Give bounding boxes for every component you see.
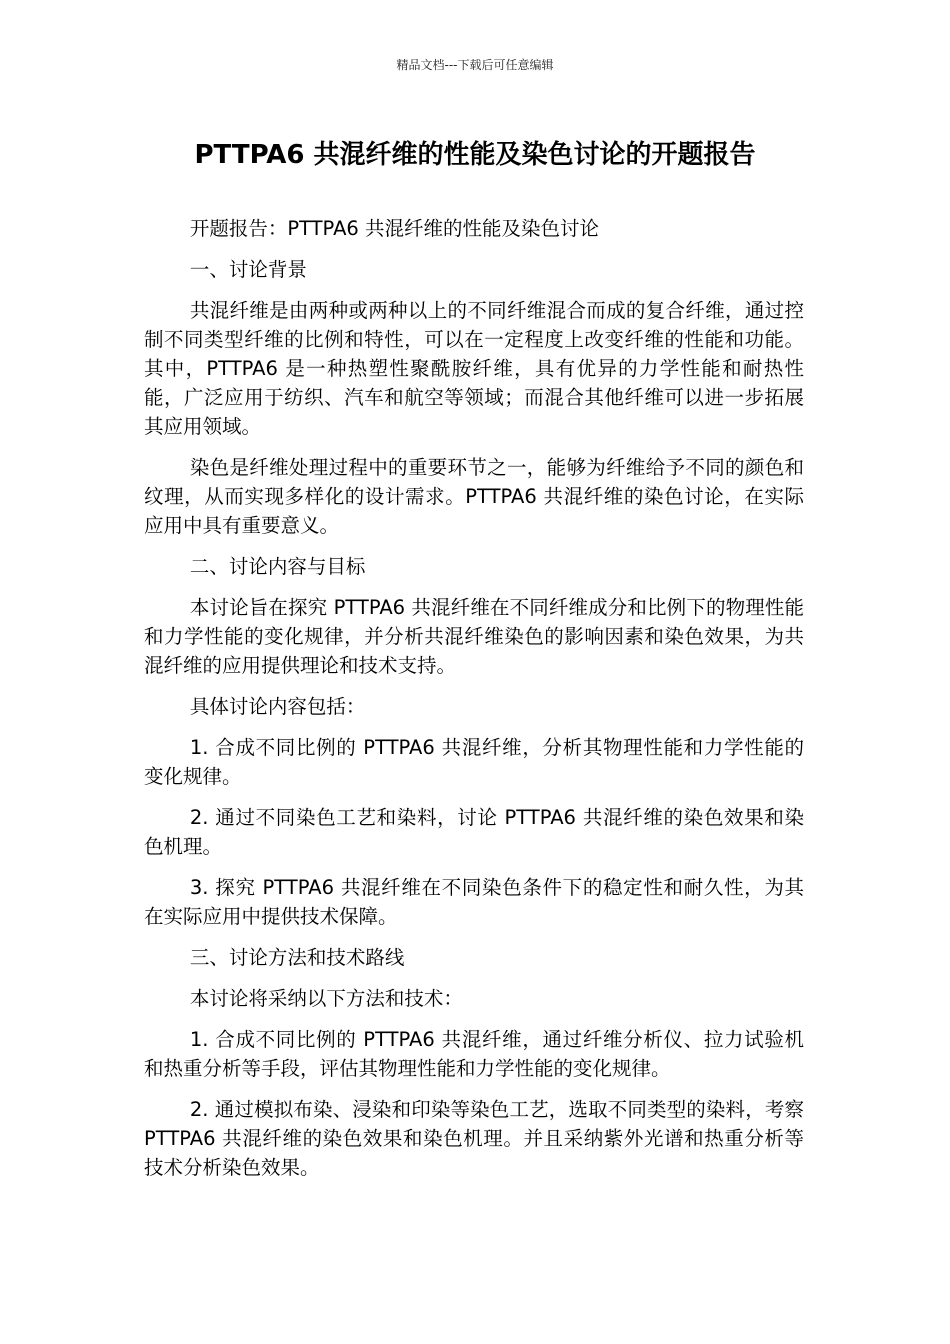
list-item-method-2: 2. 通过模拟布染、浸染和印染等染色工艺，选取不同类型的染料，考察 PTTPA6 共混纤维的染色效果和染色机理。并且采纳紫外光谱和热重分析等技术分析染色效果。: [144, 1098, 804, 1179]
paragraph-methods-intro: 本讨论将采纳以下方法和技术：: [189, 987, 463, 1010]
document-body: [144, 214, 804, 1194]
paragraph-content-goal: 本讨论旨在探究 PTTPA6 共混纤维在不同纤维成分和比例下的物理性能和力学性能的变化规律，并分析共混纤维染色的影响因素和染色效果，为共混纤维的应用提供理论和技术支持。: [144, 596, 804, 677]
paragraph-subtitle: 开题报告：PTTPA6 共混纤维的性能及染色讨论: [189, 217, 600, 240]
list-item-content-1: 1. 合成不同比例的 PTTPA6 共混纤维，分析其物理性能和力学性能的变化规律。: [144, 736, 804, 788]
list-item-content-2: 2. 通过不同染色工艺和染料，讨论 PTTPA6 共混纤维的染色效果和染色机理。: [144, 806, 804, 858]
list-item-method-1: 1. 合成不同比例的 PTTPA6 共混纤维，通过纤维分析仪、拉力试验机和热重分析等手段，评估其物理性能和力学性能的变化规律。: [144, 1028, 804, 1080]
page-header: 精品文档---下载后可任意编辑: [396, 58, 554, 72]
document-title: PTTPA6 共混纤维的性能及染色讨论的开题报告: [194, 140, 756, 170]
paragraph-background-2: 染色是纤维处理过程中的重要环节之一，能够为纤维给予不同的颜色和纹理，从而实现多样化的设计需求。PTTPA6 共混纤维的染色讨论，在实际应用中具有重要意义。: [144, 456, 804, 537]
paragraph-background-1: 共混纤维是由两种或两种以上的不同纤维混合而成的复合纤维，通过控制不同类型纤维的比例和特性，可以在一定程度上改变纤维的性能和功能。其中，PTTPA6 是一种热塑性聚酰胺纤维，具有优异的力学性能和耐热性能，广泛应用于纺织、汽车和航空等领域；而混合其他纤维可以进一步拓展其应用领域。: [144, 299, 804, 438]
paragraph-content-intro: 具体讨论内容包括：: [189, 695, 366, 718]
section-heading-content: 二、讨论内容与目标: [189, 555, 366, 578]
list-item-content-3: 3. 探究 PTTPA6 共混纤维在不同染色条件下的稳定性和耐久性，为其在实际应用中提供技术保障。: [144, 876, 804, 928]
section-heading-background: 一、讨论背景: [189, 258, 307, 281]
section-heading-methods: 三、讨论方法和技术路线: [189, 946, 405, 969]
